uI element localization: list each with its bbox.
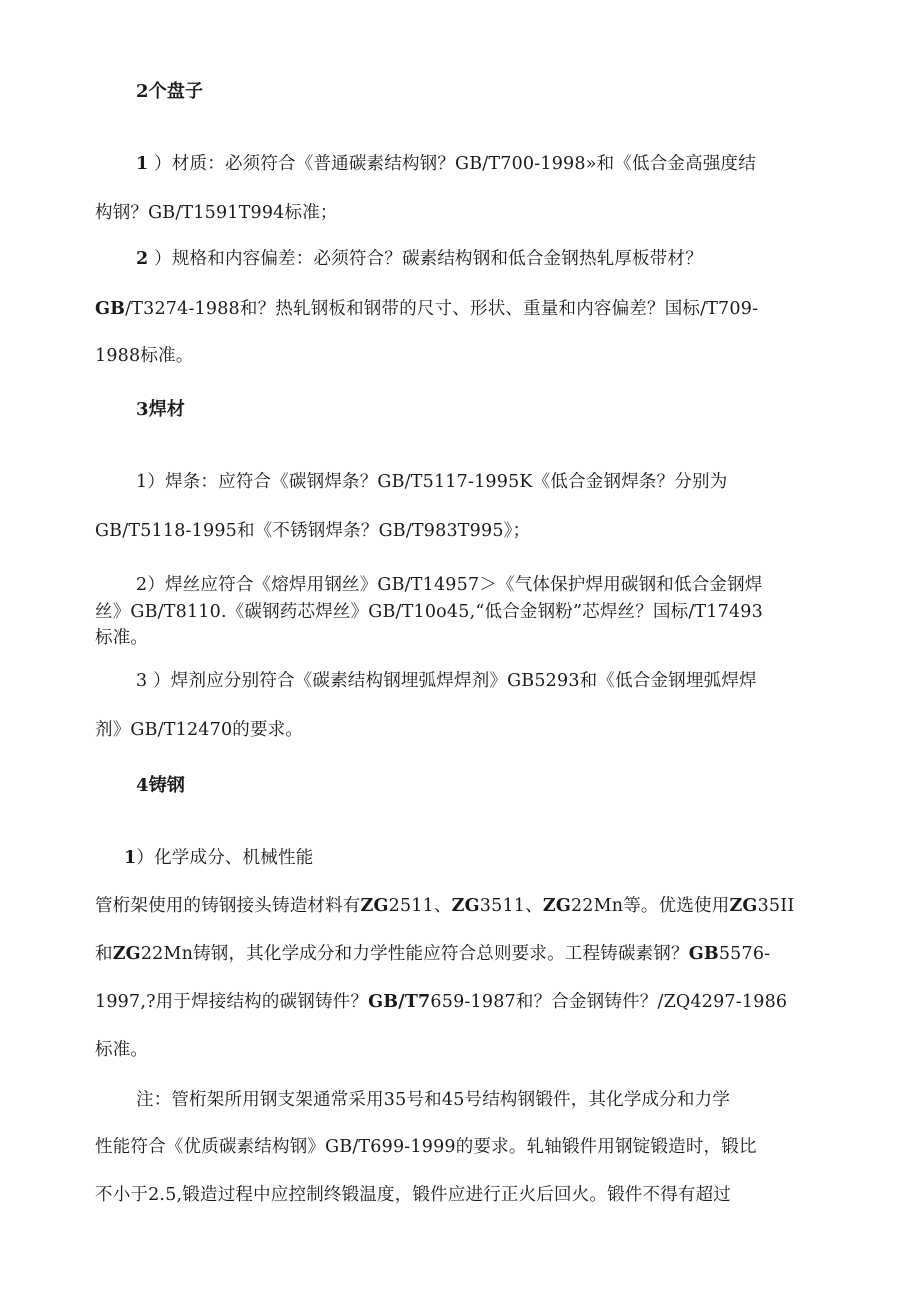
item-text: /T3274-1988和？热轧钢板和钢带的尺寸、形状、重量和内容偏差？国标/T709- [125,299,759,319]
bold-code: GB/T7 [368,992,431,1012]
heading-text: 焊材 [148,399,186,420]
bold-code: ZG [360,896,389,916]
section2-item2-line1 [136,247,703,271]
text-run: 659-1987和？合金钢铸件？/ZQ4297-1986 [430,992,788,1012]
bold-code: ZG [729,896,758,916]
section4-para1-line4: 标准。 [95,1040,149,1060]
note-line1: 注：管桁架所用钢支架通常采用35号和45号结构钢锻件，其化学成分和力学 [136,1090,731,1110]
bold-code: GB [95,299,126,319]
heading-number: 4 [136,775,149,796]
item-number: 2 [136,249,149,269]
text-run: 35II [757,896,795,916]
heading-text: 个盘子 [148,81,204,102]
section3-item3-line2: 剂》GB/T12470的要求。 [95,720,304,740]
text-run: 22Mn等。优选使用 [570,896,730,916]
bold-code: GB [688,944,719,964]
section-heading-4 [136,774,185,798]
section-heading-2 [136,80,203,104]
section2-item2-line2 [95,297,758,321]
section3-item1-line1: 1）焊条：应符合《碳钢焊条？GB/T5117-1995K《低合金钢焊条？分别为 [136,472,728,492]
text-run: 22Mn铸钢，其化学成分和力学性能应符合总则要求。工程铸碳素钢？ [140,944,689,964]
item-number: 1 [136,154,149,174]
item-text: ）规格和内容偏差：必须符合？碳素结构钢和低合金钢热轧厚板带材？ [148,249,703,269]
note-line3: 不小于2.5,锻造过程中应控制终锻温度，锻件应进行正火后回火。锻件不得有超过 [95,1185,731,1205]
text-run: 和 [95,944,113,964]
section3-item2-line2: 丝》GB/T8110.《碳钢药芯焊丝》GB/T10o45,“低合金钢粉”芯焊丝？国标/T17493 [95,602,763,622]
section2-item2-line3: 1988标准。 [95,346,194,366]
text-run: 5576- [718,944,771,964]
section2-item1-line2: 构钢？GB/T1591T994标准； [95,203,338,223]
section2-item1-line1 [136,152,756,176]
section3-item3-line1: 3 ）焊剂应分别符合《碳素结构钢埋弧焊焊剂》GB5293和《低合金钢埋弧焊焊 [136,671,757,691]
bold-code: ZG [451,896,480,916]
section-heading-3 [136,398,185,422]
text-run: 3511、 [479,896,543,916]
heading-number: 3 [136,399,149,420]
bold-code: ZG [112,944,141,964]
item-text: ）材质：必须符合《普通碳素结构钢？GB/T700-1998»和《低合金高强度结 [148,154,756,174]
heading-number: 2 [136,81,149,102]
text-run: 1997,?用于焊接结构的碳钢铸件？ [95,992,369,1012]
section4-para1-line2 [95,942,770,966]
note-line2: 性能符合《优质碳素结构钢》GB/T699-1999的要求。轧轴锻件用钢锭锻造时，锻比 [95,1137,757,1157]
section4-sub1 [124,846,313,870]
text-run: 管桁架使用的铸钢接头铸造材料有 [95,896,361,916]
section3-item1-line2: GB/T5118-1995和《不锈钢焊条？GB/T983T995》； [95,521,531,541]
section3-item2-line1: 2）焊丝应符合《熔焊用钢丝》GB/T14957＞《气体保护焊用碳钢和低合金钢焊 [136,575,763,595]
section4-para1-line1 [95,894,794,918]
section4-para1-line3 [95,990,787,1014]
text-run: 2511、 [388,896,452,916]
section3-item2-line3: 标准。 [95,628,149,648]
item-text: ）化学成分、机械性能 [136,848,314,868]
bold-code: ZG [542,896,571,916]
item-number: 1 [124,848,137,868]
heading-text: 铸钢 [148,775,186,796]
